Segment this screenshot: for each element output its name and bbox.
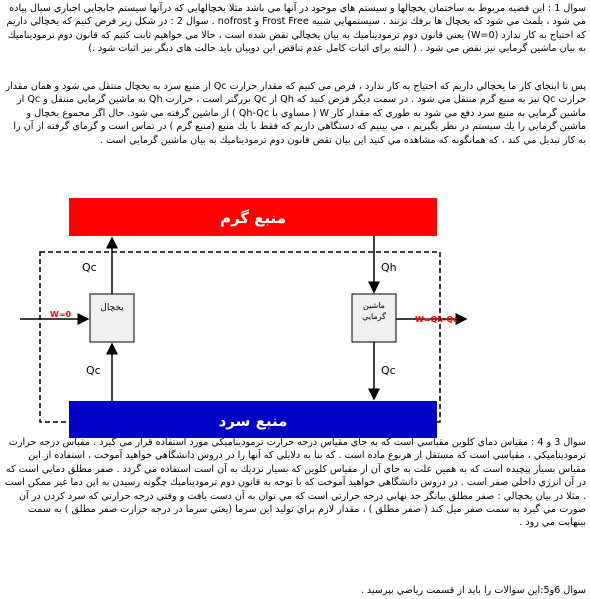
label-work-in: W=0 xyxy=(50,310,72,319)
label-work-out: W=Qh-Qc xyxy=(415,315,458,324)
label-qc-bottom-right: Qc xyxy=(381,364,396,377)
paragraph-explanation: پس تا اينجاي كار ما يخچالي داريم كه احتياج به كار ندارد ، فرض مي كنيم كه مقدار حرارت Qc از منبع سرد به يخچال منتقل مي شود و همان مقدار حرارت Qc نيز به منبع گرم منتقل مي شود . در سمت ديگر فرض كنيد كه Qh از Qc بزرگتر است ، حرارت Qh به ماشين گرمايي منتقل و Qc از ماشين گرمايي به منبع سرد دفع مي شود به طوري كه مقدار كار W ( مساوي با Qh-Qc ) از ماشين گرفته مي شود. حال اگر مجموع يخچال و ماشين گرمايي را يك سيستم در نظر بگيريم ، مي بينيم كه دستگاهي داريم كه فقط با يك منبع (منبع گرم ) در تماس است و گرماي گرفته از آن را به كار تبديل مي كند ، كه همانگونه كه مشاهده مي كنيد اين بيان نقض قانون دوم ترموديناميك به بيان ماشين گرمايي است . xyxy=(5,81,586,146)
label-qc-bottom-left: Qc xyxy=(86,364,101,377)
hot-source-label: منبع گرم xyxy=(219,209,287,227)
paragraph-question-1-2: سوال 1 : اين قضيه مربوط به ساختمان يخچالها و سيستم هاي موجود در آنها مي باشد مثلا يخچالهايي كه درآنها سيستم جابجايي اجباري سيال پياده مي شود ، بلمث مي شود كه يخچال ها برفك نزنند . سيستمهايي شبيه Frost Free و nofrost . سوال 2 : در شكل زير فرض كنيم كه يخچالي داريم كه احتياج به كار ندارد (W=0) يعني قانون دوم ترموديناميك به بيان يخچالي نقض شده است ، حالا مي خواهيم ثابت كنيم كه قانون دوم ترموديناميك به بيان ماشين گرمايي نيز نقض مي شود . ( البته براي اثبات كامل عدم تناقض اين دوبيان بايد حالت هاي ديگر نيز اثبات شود .) xyxy=(6,3,586,55)
refrigerator-box xyxy=(90,294,134,342)
cold-source-label: منبع سرد xyxy=(218,412,288,430)
paragraph-question-3-4: سوال 3 و 4 : مقياس دماي كلوين مقياسي است كه به جاي مقياس درجه حرارت ترموديناميكي مورد استفاده قرار مي گيرد . مقياس درجه حرارت ترموديناميكي ، مقياسي است كه مستقل از هرنوع ماده است . كه بنا به دلايلي كه آنها را در دروس دانشگاهي خواهيد آموخت ، استفاده از اين مقياس بسيار پيچيده است كه به همين علت به جاي آن از مقياس كلوين كه بسيار نزديك به آن است استفاده مي گردد . صفر مطلق دمايي است كه در آن انرژي داخلي صفر است . در دروس دانشگاهي خواهيد آموخت كه با توجه به قانون دوم ترموديناميك چگونه رسيدن به اين دما غير ممكن است . مثلا در بيان يخچالي : صفر مطلق بيانگر حد نهايي درجه حرارتي است كه مي توان به آن دست يافت و وقتي درجه حرارتي كه سرد كردن در آن صورت مي گيرد به سمت صفر ميل كند ( صفر مطلق ) ، مقدار لازم براي توليد اين سرما (يعني سرما در درجه حرارت صفر مطلق ) به سمت بينهايت مي رود . xyxy=(4,437,586,529)
heat-engine-label-line2: گرمايي xyxy=(362,312,386,321)
paragraph-question-5-6: سوال 6و5:اين سوالات را بايد از قسمت رياضي بپرسيد . xyxy=(360,585,586,596)
label-qc-top: Qc xyxy=(82,261,97,274)
label-qh-top: Qh xyxy=(381,261,397,274)
heat-engine-label-line1: ماشين xyxy=(363,301,385,310)
thermodynamics-diagram xyxy=(0,196,590,438)
refrigerator-label: يخچال xyxy=(100,303,124,313)
